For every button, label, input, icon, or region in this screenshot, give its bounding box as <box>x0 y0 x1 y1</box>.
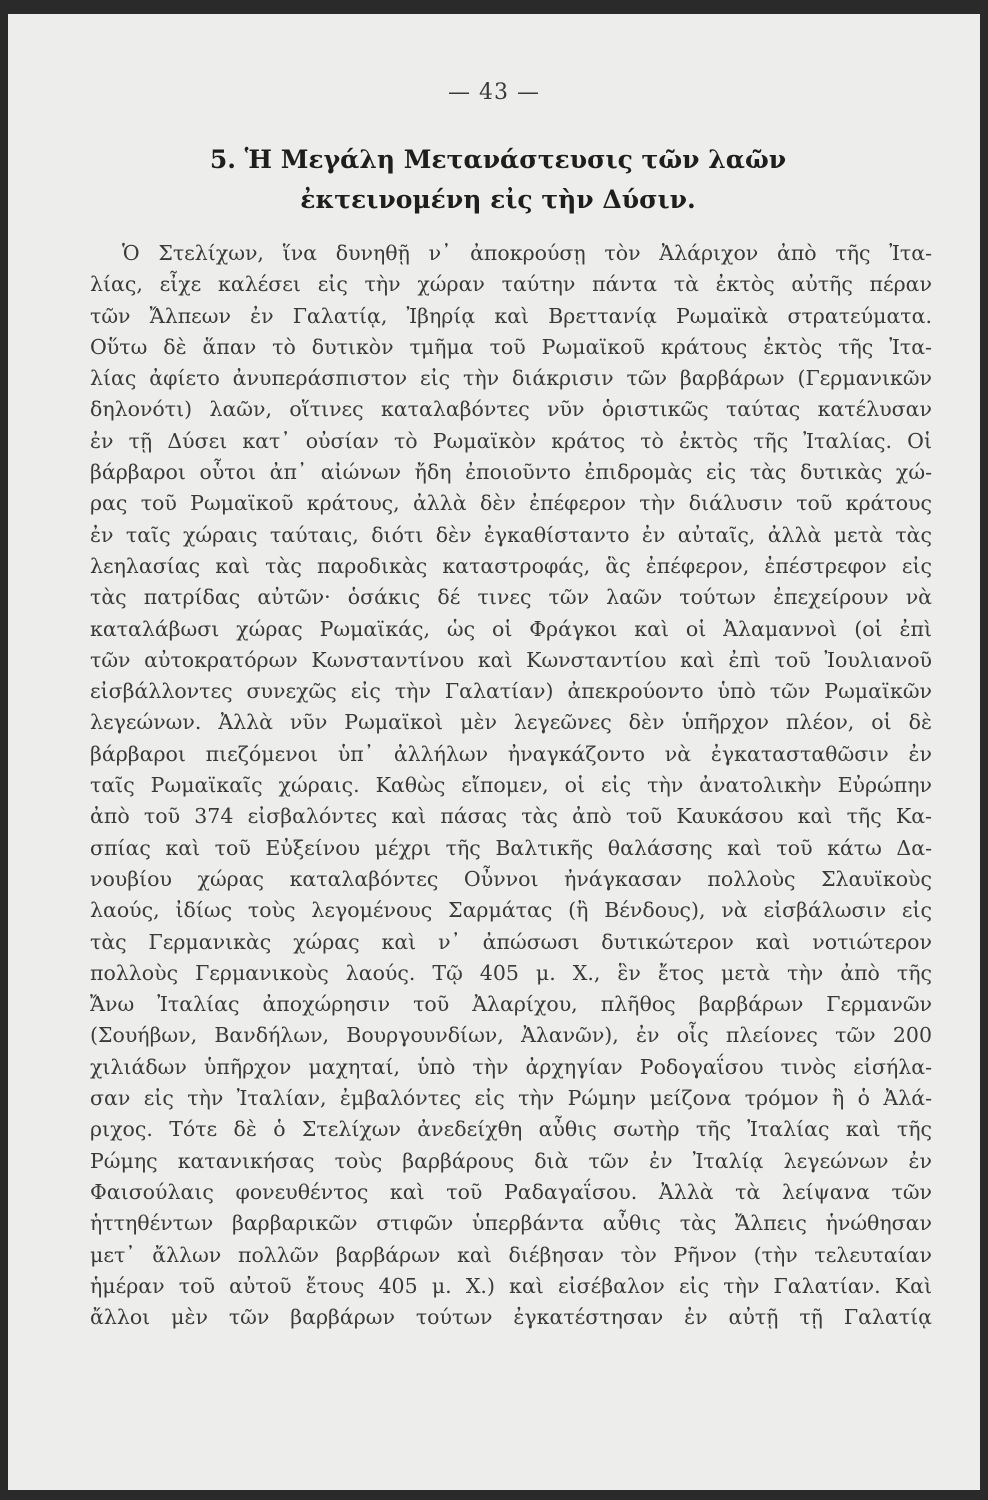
text-line: ἀπὸ τοῦ 374 εἰσβαλόντες καὶ πάσας τὰς ἀπὸ τοῦ Καυκάσου καὶ τῆς Κα- <box>90 804 932 829</box>
text-line: τῶν αὐτοκρατόρων Κωνσταντίνου καὶ Κωνσταντίου καὶ ἐπὶ τοῦ Ἰουλιανοῦ <box>90 647 932 672</box>
text-line: βάρβαροι πιεζόμενοι ὑπ᾿ ἀλλήλων ἠναγκάζοντο νὰ ἐγκατασταθῶσιν ἐν <box>90 741 932 766</box>
text-line: νουβίου χώρας καταλαβόντες Οὖννοι ἠνάγκασαν πολλοὺς Σλαυϊκοὺς <box>90 866 932 891</box>
text-line: Φαισούλαις φονευθέντος καὶ τοῦ Ραδαγαΐσου. Ἀλλὰ τὰ λείψανα τῶν <box>90 1179 932 1204</box>
text-line: σπίας καὶ τοῦ Εὐξείνου μέχρι τῆς Βαλτικῆς θαλάσσης καὶ τοῦ κάτω Δα- <box>90 835 932 860</box>
text-line: ἐν ταῖς χώραις ταύταις, διότι δὲν ἐγκαθίσταντο ἐν αὐταῖς, ἀλλὰ μετὰ τὰς <box>90 522 932 547</box>
text-line: λαούς, ἰδίως τοὺς λεγομένους Σαρμάτας (ἢ Βένδους), νὰ εἰσβάλωσιν εἰς <box>90 898 932 923</box>
text-line: μετ᾿ ἄλλων πολλῶν βαρβάρων καὶ διέβησαν τὸν Ρῆνον (τὴν τελευταίαν <box>90 1242 932 1267</box>
text-line: βάρβαροι οὗτοι ἀπ᾿ αἰώνων ἤδη ἐποιοῦντο ἐπιδρομὰς εἰς τὰς δυτικὰς χώ- <box>90 460 932 485</box>
book-page <box>8 14 980 1490</box>
text-line: καταλάβωσι χώρας Ρωμαϊκάς, ὡς οἱ Φράγκοι καὶ οἱ Ἀλαμαννοὶ (οἱ ἐπὶ <box>90 616 932 641</box>
text-line: Ρώμης κατανικήσας τοὺς βαρβάρους διὰ τῶν ἐν Ἰταλίᾳ λεγεώνων ἐν <box>90 1148 932 1173</box>
section-heading-line: 5. Ἡ Μεγάλη Μετανάστευσις τῶν λαῶν <box>209 145 787 174</box>
text-line: δηλονότι) λαῶν, οἵτινες καταλαβόντες νῦν ὁριστικῶς ταύτας κατέλυσαν <box>90 397 932 422</box>
page-number: — 43 — <box>448 80 540 105</box>
text-line: ρας τοῦ Ρωμαϊκοῦ κράτους, ἀλλὰ δὲν ἐπέφερον τὴν διάλυσιν τοῦ κράτους <box>90 491 932 516</box>
text-line: Ἄνω Ἰταλίας ἀποχώρησιν τοῦ Ἀλαρίχου, πλῆθος βαρβάρων Γερμανῶν <box>90 992 932 1017</box>
text-line: ριχος. Τότε δὲ ὁ Στελίχων ἀνεδείχθη αὖθις σωτὴρ τῆς Ἰταλίας καὶ τῆς <box>90 1117 932 1142</box>
text-line: ἄλλοι μὲν τῶν βαρβάρων τούτων ἐγκατέστησαν ἐν αὐτῇ τῇ Γαλατίᾳ <box>90 1305 932 1330</box>
text-line: λίας ἀφίετο ἀνυπεράσπιστον εἰς τὴν διάκρισιν τῶν βαρβάρων (Γερμανικῶν <box>90 366 932 391</box>
text-line: λεγεώνων. Ἀλλὰ νῦν Ρωμαϊκοὶ μὲν λεγεῶνες δὲν ὑπῆρχον πλέον, οἱ δὲ <box>90 710 932 735</box>
text-line: πολλοὺς Γερμανικοὺς λαούς. Τῷ 405 μ. Χ., ἓν ἔτος μετὰ τὴν ἀπὸ τῆς <box>90 960 932 985</box>
text-line: ταῖς Ρωμαϊκαῖς χώραις. Καθὼς εἴπομεν, οἱ εἰς τὴν ἀνατολικὴν Εὐρώπην <box>90 773 932 798</box>
text-line: Οὕτω δὲ ἅπαν τὸ δυτικὸν τμῆμα τοῦ Ρωμαϊκοῦ κράτους ἐκτὸς τῆς Ἰτα- <box>90 334 932 359</box>
text-line: (Σουήβων, Βανδήλων, Βουργουνδίων, Ἀλανῶν), ἐν οἷς πλείονες τῶν 200 <box>90 1023 932 1048</box>
text-line: τὰς Γερμανικὰς χώρας καὶ ν᾿ ἀπώσωσι δυτικώτερον καὶ νοτιώτερον <box>90 929 932 954</box>
text-line: χιλιάδων ὑπῆρχον μαχηταί, ὑπὸ τὴν ἀρχηγίαν Ροδογαΐσου τινὸς εἰσήλα- <box>90 1054 932 1079</box>
section-heading-line: ἐκτεινομένη εἰς τὴν Δύσιν. <box>300 185 696 214</box>
text-line: ἡμέραν τοῦ αὐτοῦ ἔτους 405 μ. Χ.) καὶ εἰσέβαλον εἰς τὴν Γαλατίαν. Καὶ <box>90 1273 932 1298</box>
text-line: τὰς πατρίδας αὐτῶν· ὁσάκις δέ τινες τῶν λαῶν τούτων ἐπεχείρουν νὰ <box>90 585 932 610</box>
text-line: σαν εἰς τὴν Ἰταλίαν, ἐμβαλόντες εἰς τὴν Ρώμην μείζονα τρόμον ἢ ὁ Ἀλά- <box>90 1086 932 1111</box>
section-heading <box>158 140 838 220</box>
text-line: τῶν Ἄλπεων ἐν Γαλατίᾳ, Ἰβηρίᾳ καὶ Βρεττανίᾳ Ρωμαϊκὰ στρατεύματα. <box>90 303 932 328</box>
text-line: Ὁ Στελίχων, ἵνα δυνηθῇ ν᾿ ἀποκρούσῃ τὸν Ἀλάριχον ἀπὸ τῆς Ἰτα- <box>122 241 932 265</box>
text-line: λίας, εἶχε καλέσει εἰς τὴν χώραν ταύτην πάντα τὰ ἐκτὸς αὐτῆς πέραν <box>90 272 932 297</box>
body-text <box>90 238 932 1333</box>
text-line: ἡττηθέντων βαρβαρικῶν στιφῶν ὑπερβάντα αὖθις τὰς Ἄλπεις ἡνώθησαν <box>90 1211 932 1236</box>
text-line: ἐν τῇ Δύσει κατ᾿ οὐσίαν τὸ Ρωμαϊκὸν κράτος τὸ ἐκτὸς τῆς Ἰταλίας. Οἱ <box>90 428 932 453</box>
text-line: λεηλασίας καὶ τὰς παροδικὰς καταστροφάς, ἃς ἐπέφερον, ἐπέστρεφον εἰς <box>90 553 932 578</box>
text-line: εἰσβάλλοντες συνεχῶς εἰς τὴν Γαλατίαν) ἀπεκρούοντο ὑπὸ τῶν Ρωμαϊκῶν <box>90 679 932 704</box>
